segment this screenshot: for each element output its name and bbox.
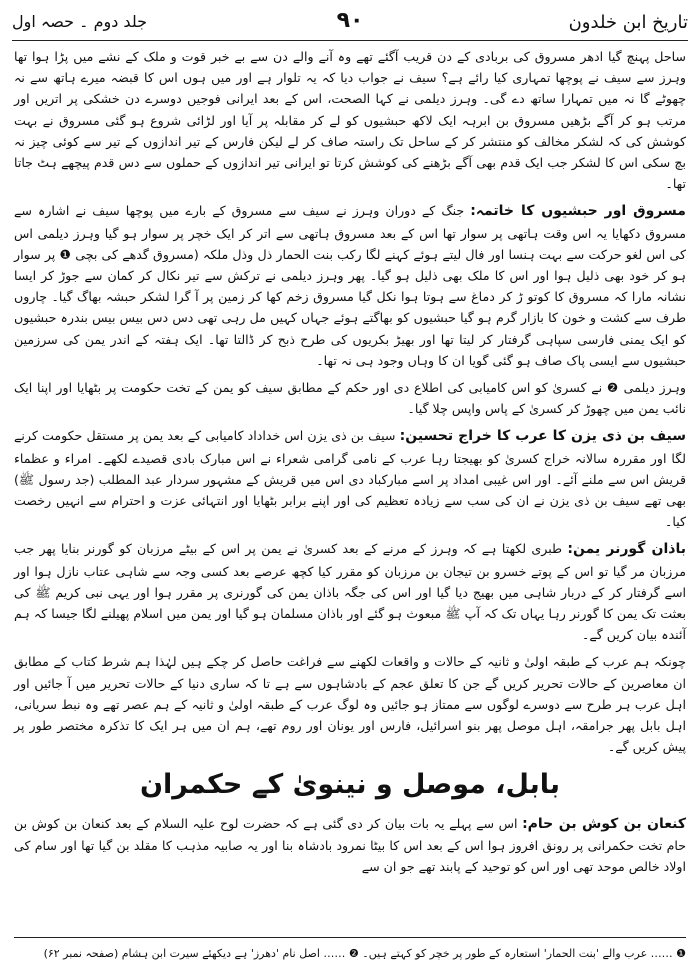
section-title: بابل، موصل و نینویٰ کے حکمران — [139, 768, 561, 800]
paragraph-text: طبری لکھتا ہے کہ وہرز کے مرنے کے بعد کسریٰ نے یمن پر اس کے بیٹے مرزبان کو گورنر بنایا پھر جب مرزبان مر گیا تو اس کے پوتے خسرو بن تیجان بن مرزبان کو مقرر کیا کچھ عرصے بعد کسی وجہ سے شاہی عتاب نازل ہوا اور اسے گرفتار کر کے دربار شاہی میں بھیج دیا گیا اور اس کی جگہ باذان یمن کی گورنری پر مقرر ہوا اور یہی نبی کریم ﷺ کی بعثت تک یمن کا گورنر رہا یہاں تک کہ آپ ﷺ مبعوث ہو گئے اور باذان مسلمان ہو گیا اور یمن میں اسلام پھیلنے لگا جیسا کہ ہم آئندہ بیان کریں گے۔ — [14, 541, 686, 643]
paragraph-heading: باذان گورنر یمن: — [567, 541, 686, 558]
footnote-text: ❶ …… عرب والے 'بنت الحمار' استعارہ کے طور پر خچر کو کہتے ہیں۔ ❷ …… اصل نام 'دھرز' ہے دیکھئے سیرت ابن ہشام (صفحہ نمبر ۶۲) — [43, 947, 686, 960]
paragraph-text: وہرز دیلمی ❷ نے کسریٰ کو اس کامیابی کی اطلاع دی اور حکم کے مطابق سیف کو یمن کے تخت حکومت پر بٹھایا اور اپنا ایک نائب یمن میں چھوڑ کر کسریٰ کے پاس واپس چلا گیا۔ — [14, 380, 686, 417]
paragraph-text: چونکہ ہم عرب کے طبقہ اولیٰ و ثانیہ کے حالات و واقعات لکھنے سے فراغت حاصل کر چکے ہیں لہٰذا ہم شرط کتاب کے مطابق ان معاصرین کے حالات تحریر کریں گے جن کا تعلق عجم کے بادشاہوں سے ہے تا کہ ساری دنیا کے حالات تحریر میں آ جائیں اور اہل عرب ہر طرح سے دوسرے لوگوں سے ممتاز ہو جائیں وہ لوگ عرب کے طبقہ اولیٰ و ثانیہ کے ہم عصر تھے وہ نبط سریانی، اہل بابل پھر جرامقہ، اہل موصل پھر بنو اسرائیل، فارس اور یونان اور روم تھے، ہم ان میں ہر ایک کا تذکرہ مختصر طور پر پیش کریں گے۔ — [14, 654, 686, 755]
paragraph-final — [14, 813, 686, 878]
book-title: تاریخ ابن خلدون — [568, 12, 688, 33]
paragraph-1 — [14, 46, 686, 194]
page-body — [14, 46, 686, 883]
paragraph-heading: مسروق اور حبشیوں کا خاتمہ: — [470, 203, 686, 220]
paragraph-text: سیف بن ذی یزن اس خداداد کامیابی کے بعد یمن پر مستقل حکومت کرنے لگا اور مقررہ سالانہ خراج کسریٰ کو بھیجتا رہا عرب کے نامی گرامی شعراء نے اس مبارک بادی قصیدے لکھے۔ امراء و عظماء قریش اس سے ملنے آئے۔ اور اس غیبی امداد پر اسے مبارکباد دی اس میں قریش کے مشہور سردار عبد المطلب (جد رسول ﷺ) بھی تھے سیف بن ذی یزن نے ان کی سب سے زیادہ تعظیم کی اور اپنے برابر بٹھایا اور انتہائی عزت و احترام سے انہیں رخصت کیا۔ — [14, 428, 686, 530]
paragraph-text: اس سے پہلے یہ بات بیان کر دی گئی ہے کہ حضرت لوح علیہ السلام کے بعد کنعان بن کوش بن حام تخت حکمرانی پر رونق افروز ہوا اس کے بعد اس کا بیٹا نمرود بادشاہ بنا اور یہ صابیہ مذہب کا مقلد بن گیا تھا اور سام کی اولاد خالص موحد تھی اور اس کو توحید کے پابند تھے جو ان سے — [14, 815, 686, 875]
paragraph-heading: سیف بن ذی یزن کا عرب کا خراج تحسین: — [399, 428, 686, 445]
page-number: ۹۰ — [336, 8, 364, 33]
footnotes — [14, 937, 686, 960]
paragraph-text: ساحل پہنچ گیا ادھر مسروق کی بربادی کے دن قریب آگئے تھے وہ آنے والے دن سے بے خبر قوت و ملک کے نشے میں پڑا ہوا تھا وہرز سے سیف نے پوچھا تمہاری کیا رائے ہے؟ سیف نے جواب دیا کہ یہ تلوار ہے اور میں ہوں اس کا قبضہ میرے ہاتھ سے نہ چھوٹے گا نہ میں تمہارا ساتھ دے گی۔ وہرز دیلمی نے کہا الصحت، اس کے بعد ایرانی فوجیں دوسرے دن خشکی پر اتریں اور مرتب ہو کر آگے بڑھیں مسروق بن ابرہہ ایک لاکھ حبشیوں کو لے کر مقابلہ پر آیا اور لڑائی شروع ہو گئی مسروق نے بہت کوشش کی کہ لشکر مخالف کو منتشر کر کے ساحل تک راستہ صاف کر لے لیکن فارس کے تیر اندازوں کے تیر سے کوئی چیز نہ بچ سکی اس کا لشکر جب ایک قدم بھی آگے بڑھنے کی کوشش کرتا تو ایرانی تیر اندازوں کے حملوں سے دس قدم پیچھے ہٹ جاتا تھا۔ — [14, 49, 686, 192]
paragraph-3 — [14, 377, 686, 419]
paragraph-heading: کنعان بن کوش بن حام: — [522, 815, 686, 832]
page-header — [12, 6, 688, 41]
paragraph-text: جنگ کے دوران وہرز نے سیف سے مسروق کے بارے میں پوچھا سیف نے اشارہ سے مسروق دکھایا یہ اس وقت ہاتھی پر سوار تھا اس کے بعد مسروق ہاتھی سے اتر کر ایک خچر پر سوار ہو گیا وہرز دیلمی اس کی اس لغو حرکت سے بہت ہنسا اور فال لیتے ہوئے کہنے لگا رکب بنت الحمار ذل وذل ملکہ (مسروق گدھے کی بچی ❶ پر سوار ہو کر خود بھی ذلیل ہوا اور اس کا ملک بھی ذلیل ہو گیا۔ پھر وہرز دیلمی نے ترکش سے تیر نکال کر کمان سے جوڑ کر ایسا نشانہ مارا کہ مسروق کا کوتو ڑ کر دماغ سے ہوتا ہوا نکل گیا مسروق زخم کھا کر زمین پر آ گرا لشکر حبشہ بھاگ گیا۔ چاروں طرف سے کشت و خون کا بازار گرم ہو گیا حبشیوں کو بھاگتے ہوئے جہاں کہیں مل رہی تھی دس دس بیس بیس بندرہ حبشیوں کو ایک یمنی فارسی سپاہی گرفتار کر لیتا تھا اور بھیڑ بکریوں کی طرح ذبح کر ڈالتا تھا۔ ایک ہفتہ کے اندر یمن کی سرزمین حبشیوں سے ایسی پاک صاف ہو گئی گویا ان کا وہاں وجود ہی نہ تھا۔ — [14, 203, 686, 368]
paragraph-5 — [14, 538, 686, 645]
paragraph-6 — [14, 651, 686, 757]
paragraph-2 — [14, 200, 686, 371]
volume-label: جلد دوم ۔ حصہ اول — [12, 12, 147, 31]
paragraph-4 — [14, 425, 686, 532]
